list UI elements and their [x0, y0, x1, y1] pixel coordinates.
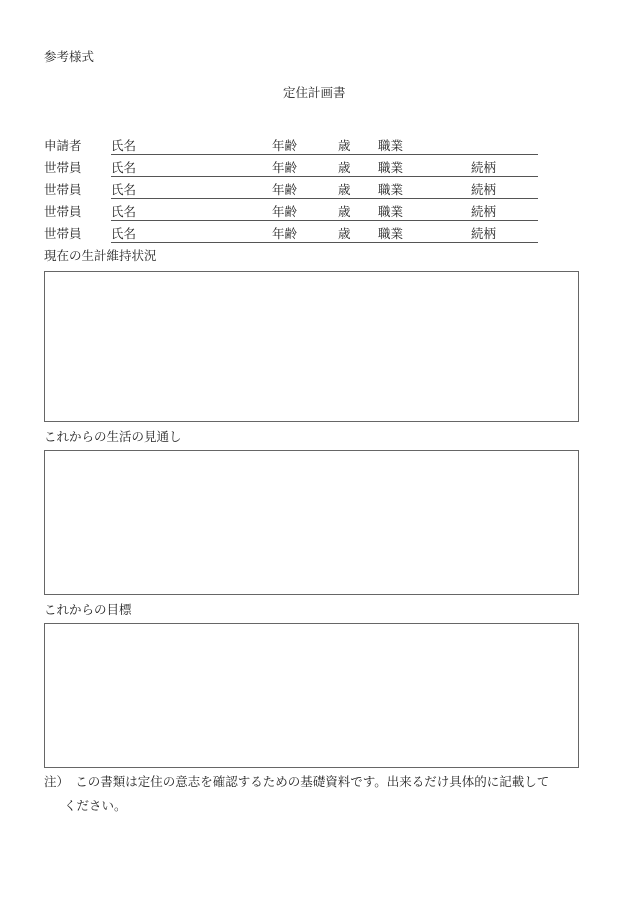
underline: [111, 242, 538, 243]
age-unit: 歳: [338, 160, 351, 175]
job-field[interactable]: 職業: [378, 226, 404, 241]
underline: [111, 198, 538, 199]
job-field[interactable]: 職業: [378, 138, 404, 153]
role-label: 世帯員: [44, 226, 82, 241]
underline: [111, 220, 538, 221]
age-field[interactable]: 年齢: [272, 226, 298, 241]
section-heading-livelihood: 現在の生計維持状況: [44, 248, 157, 263]
relation-field[interactable]: 続柄: [471, 182, 497, 197]
age-unit: 歳: [338, 138, 351, 153]
age-unit: 歳: [338, 204, 351, 219]
name-field[interactable]: 氏名: [111, 204, 137, 219]
job-field[interactable]: 職業: [378, 160, 404, 175]
relation-field[interactable]: 続柄: [471, 160, 497, 175]
age-field[interactable]: 年齢: [272, 138, 298, 153]
outlook-textbox[interactable]: [44, 450, 579, 595]
job-field[interactable]: 職業: [378, 182, 404, 197]
underline: [111, 154, 538, 155]
note-line-2: ください。: [64, 798, 127, 813]
role-label: 申請者: [44, 138, 82, 153]
name-field[interactable]: 氏名: [111, 182, 137, 197]
household-member-row: [44, 182, 538, 202]
role-label: 世帯員: [44, 160, 82, 175]
livelihood-textbox[interactable]: [44, 271, 579, 422]
document-title: 定住計画書: [283, 85, 346, 100]
household-member-row: [44, 160, 538, 180]
applicant-row: [44, 138, 538, 158]
name-field[interactable]: 氏名: [111, 138, 137, 153]
name-field[interactable]: 氏名: [111, 160, 137, 175]
role-label: 世帯員: [44, 204, 82, 219]
job-field[interactable]: 職業: [378, 204, 404, 219]
goals-textbox[interactable]: [44, 623, 579, 768]
form-label: 参考様式: [44, 49, 95, 64]
section-heading-outlook: これからの生活の見通し: [44, 429, 182, 444]
age-unit: 歳: [338, 182, 351, 197]
household-member-row: [44, 204, 538, 224]
note-line-1: 注） この書類は定住の意志を確認するための基礎資料です。出来るだけ具体的に記載して: [44, 774, 550, 789]
name-field[interactable]: 氏名: [111, 226, 137, 241]
underline: [111, 176, 538, 177]
relation-field[interactable]: 続柄: [471, 204, 497, 219]
role-label: 世帯員: [44, 182, 82, 197]
relation-field[interactable]: 続柄: [471, 226, 497, 241]
household-member-row: [44, 226, 538, 246]
section-heading-goals: これからの目標: [44, 602, 132, 617]
age-field[interactable]: 年齢: [272, 182, 298, 197]
age-field[interactable]: 年齢: [272, 160, 298, 175]
age-unit: 歳: [338, 226, 351, 241]
age-field[interactable]: 年齢: [272, 204, 298, 219]
